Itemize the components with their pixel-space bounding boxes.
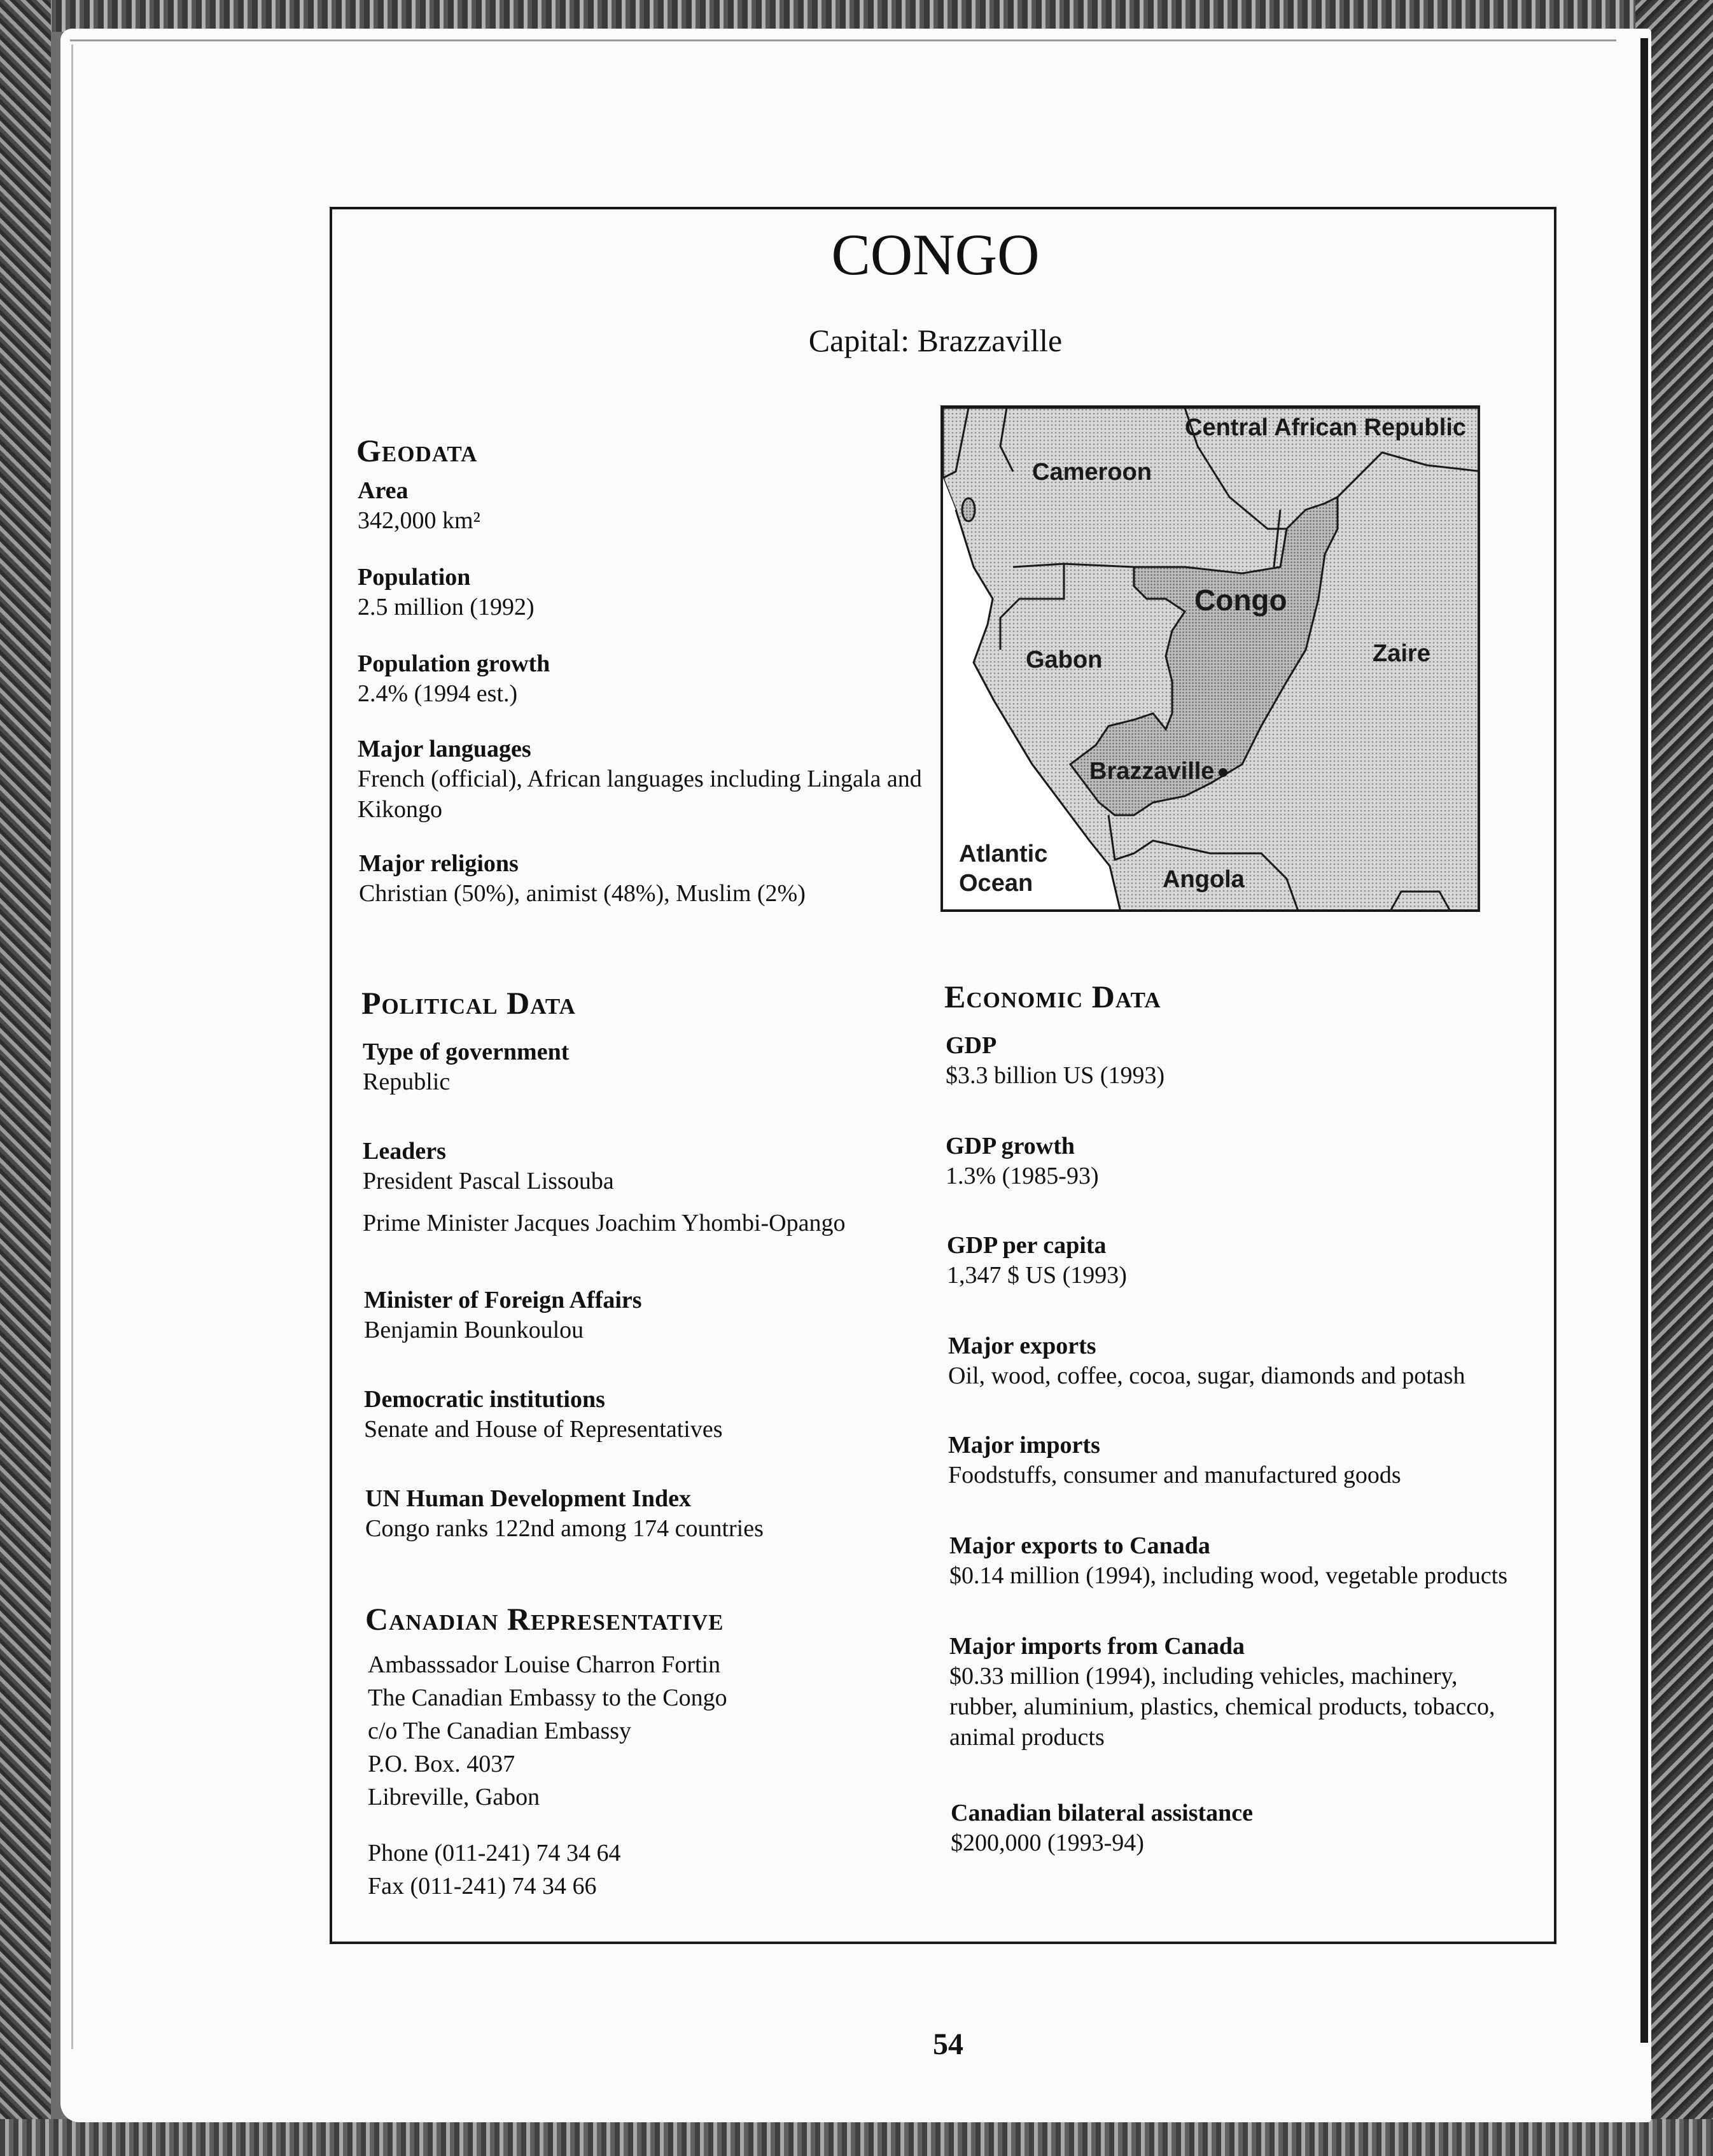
- institutions-field: [364, 1385, 956, 1445]
- leaders-label: Leaders: [363, 1138, 446, 1165]
- gdp-per-capita-value: 1,347 $ US (1993): [947, 1262, 1127, 1289]
- scan-edge-top: [0, 0, 1713, 32]
- area-label: Area: [358, 477, 409, 504]
- imports-canada-value-line: rubber, aluminium, plastics, chemical products, tobacco,: [949, 1693, 1495, 1720]
- gdp-growth-field: [946, 1131, 1518, 1191]
- exports-canada-field: [949, 1531, 1522, 1591]
- address-line: c/o The Canadian Embassy: [368, 1718, 632, 1744]
- scan-edge-bottom: [0, 2119, 1713, 2156]
- gdp-per-capita-field: [947, 1231, 1520, 1291]
- brazzaville-dot: [1219, 768, 1227, 777]
- government-label: Type of government: [363, 1039, 570, 1065]
- hdi-field: [365, 1484, 957, 1544]
- institutions-label: Democratic institutions: [364, 1386, 605, 1413]
- prime-minister-value: Prime Minister Jacques Joachim Yhombi-Opango: [363, 1210, 846, 1236]
- leaders-field: [363, 1137, 954, 1238]
- imports-field: [948, 1431, 1521, 1490]
- foreign-minister-label: Minister of Foreign Affairs: [364, 1287, 642, 1313]
- gdp-growth-value: 1.3% (1985-93): [946, 1163, 1099, 1189]
- foreign-minister-value: Benjamin Bounkoulou: [364, 1317, 584, 1343]
- languages-value: [358, 764, 949, 825]
- population-value: 2.5 million (1992): [358, 594, 535, 620]
- exports-value: Oil, wood, coffee, cocoa, sugar, diamonds and potash: [948, 1362, 1465, 1389]
- languages-field: [358, 734, 949, 825]
- representative-address: [368, 1649, 960, 1901]
- exports-label: Major exports: [948, 1333, 1096, 1359]
- exports-canada-value: $0.14 million (1994), including wood, vegetable products: [949, 1562, 1508, 1589]
- population-growth-label: Population growth: [358, 650, 550, 677]
- population-label: Population: [358, 564, 471, 591]
- page-number: 54: [933, 2027, 963, 2061]
- population-growth-field: [358, 649, 949, 709]
- geodata-heading: Geodata: [356, 433, 478, 468]
- languages-label: Major languages: [358, 736, 531, 762]
- religions-label: Major religions: [359, 850, 519, 877]
- political-heading: Political Data: [361, 985, 576, 1021]
- government-field: [363, 1037, 954, 1097]
- imports-canada-label: Major imports from Canada: [949, 1633, 1245, 1660]
- representative-heading: Canadian Representative: [365, 1601, 724, 1637]
- languages-value-line: French (official), African languages including Lingala and: [358, 766, 922, 792]
- address-line: Libreville, Gabon: [368, 1784, 540, 1810]
- assistance-label: Canadian bilateral assistance: [951, 1800, 1254, 1826]
- gdp-field: [946, 1031, 1518, 1091]
- gdp-label: GDP: [946, 1032, 997, 1059]
- region-map: [940, 405, 1480, 912]
- imports-canada-value: [949, 1661, 1522, 1753]
- page-top-rule: [70, 39, 1616, 41]
- map-label-brazzaville: Brazzaville: [1089, 758, 1215, 785]
- phone-number: Phone (011-241) 74 34 64: [368, 1840, 621, 1866]
- population-field: [358, 563, 949, 622]
- religions-value: Christian (50%), animist (48%), Muslim (2%): [359, 880, 806, 907]
- hdi-value: Congo ranks 122nd among 174 countries: [365, 1515, 764, 1542]
- gdp-value: $3.3 billion US (1993): [946, 1062, 1165, 1089]
- gdp-per-capita-label: GDP per capita: [947, 1232, 1107, 1259]
- assistance-value: $200,000 (1993-94): [951, 1830, 1144, 1856]
- address-line: The Canadian Embassy to the Congo: [368, 1684, 727, 1711]
- population-growth-value: 2.4% (1994 est.): [358, 680, 518, 707]
- address-line: Ambasssador Louise Charron Fortin: [368, 1651, 721, 1678]
- gdp-growth-label: GDP growth: [946, 1133, 1075, 1159]
- imports-value: Foodstuffs, consumer and manufactured goods: [948, 1462, 1401, 1488]
- president-value: President Pascal Lissouba: [363, 1168, 614, 1194]
- bioko-island: [962, 498, 975, 521]
- fax-number: Fax (011-241) 74 34 66: [368, 1873, 597, 1900]
- hdi-label: UN Human Development Index: [365, 1485, 691, 1512]
- address-line: P.O. Box. 4037: [368, 1751, 515, 1777]
- map-label-ocean: Ocean: [959, 870, 1033, 897]
- area-field: [358, 476, 949, 536]
- assistance-field: [951, 1798, 1523, 1858]
- institutions-value: Senate and House of Representatives: [364, 1416, 723, 1443]
- languages-value-line: Kikongo: [358, 796, 442, 823]
- page-left-rule: [71, 45, 73, 2049]
- imports-canada-value-line: $0.33 million (1994), including vehicles, machinery,: [949, 1663, 1458, 1690]
- imports-label: Major imports: [948, 1432, 1100, 1459]
- imports-canada-field: [949, 1632, 1522, 1753]
- exports-canada-label: Major exports to Canada: [949, 1532, 1210, 1559]
- government-value: Republic: [363, 1068, 451, 1095]
- address-lines: [368, 1649, 960, 1901]
- exports-field: [948, 1331, 1521, 1391]
- foreign-minister-field: [364, 1285, 956, 1345]
- scan-edge-left: [0, 0, 51, 2156]
- imports-canada-value-line: animal products: [949, 1724, 1105, 1751]
- religions-field: [359, 849, 951, 909]
- map-label-atlantic: Atlantic: [959, 841, 1048, 867]
- map-label-car: Central African Republic: [1185, 414, 1467, 441]
- map-label-zaire: Zaire: [1373, 640, 1430, 667]
- economic-heading: Economic Data: [944, 979, 1161, 1014]
- book-spine-edge: [1640, 38, 1648, 2043]
- area-value: 342,000 km²: [358, 507, 480, 534]
- map-label-congo: Congo: [1194, 584, 1287, 617]
- page-title: CONGO: [831, 222, 1040, 287]
- map-label-angola: Angola: [1163, 866, 1245, 893]
- capital-subtitle: Capital: Brazzaville: [808, 323, 1063, 358]
- map-label-gabon: Gabon: [1026, 647, 1103, 673]
- map-label-cameroon: Cameroon: [1032, 459, 1152, 486]
